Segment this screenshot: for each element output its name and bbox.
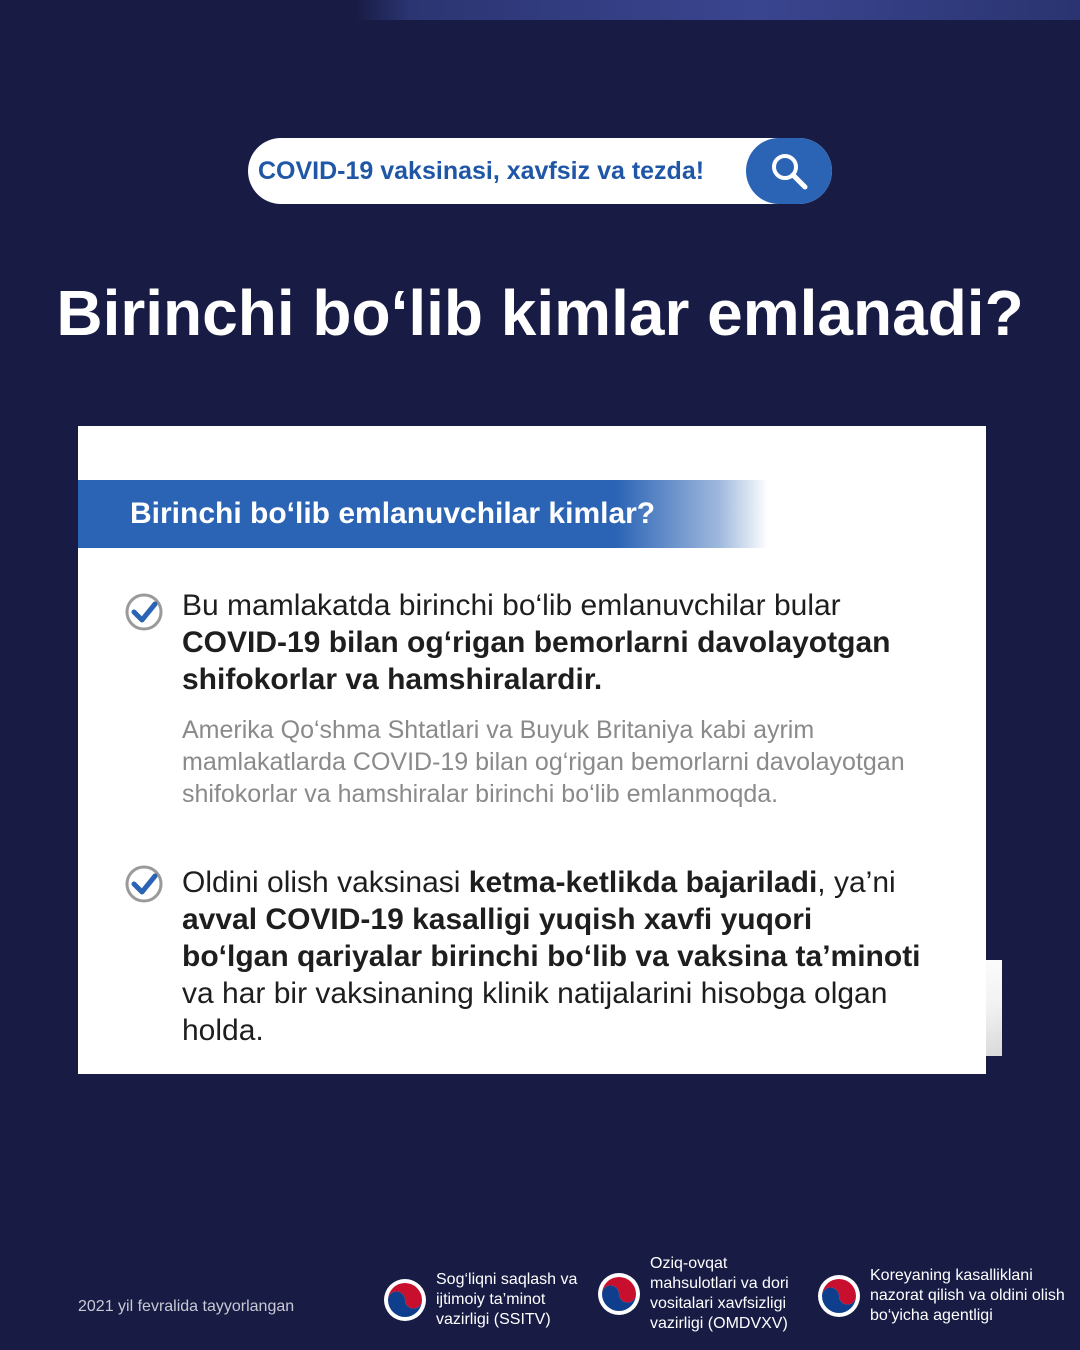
org-kdca bbox=[816, 1266, 1066, 1326]
slogan-text: COVID-19 vaksinasi, xavfsiz va tezda! bbox=[258, 157, 705, 185]
item2-text-2: , ya’ni bbox=[817, 866, 896, 899]
korea-emblem-icon bbox=[382, 1277, 428, 1323]
org-ssitv-name: Sog‘liqni saqlash va ijtimoiy ta’minot vazirligi (SSITV) bbox=[436, 1271, 578, 1328]
top-decor-strip bbox=[0, 0, 1080, 20]
item1-note: Amerika Qo‘shma Shtatlari va Buyuk Britaniya kabi ayrim mamlakatlarda COVID-19 bilan og‘rigan bemorlarni davolayotgan shifokorlar va hamshiralar birinchi bo‘lib emlanmoqda. bbox=[182, 716, 905, 808]
list-item bbox=[182, 864, 922, 1049]
footer-date: 2021 yil fevralida tayyorlangan bbox=[78, 1298, 295, 1315]
item1-bold: COVID-19 bilan og‘rigan bemorlarni davolayotgan shifokorlar va hamshiralardir. bbox=[182, 626, 891, 696]
list-item bbox=[182, 587, 922, 698]
search-icon bbox=[768, 150, 810, 192]
item2-text-3: va har bir vaksinaning klinik natijalarini hisobga olgan holda. bbox=[182, 977, 888, 1047]
card-banner-title: Birinchi bo‘lib emlanuvchilar kimlar? bbox=[130, 497, 656, 530]
korea-emblem-icon bbox=[596, 1271, 642, 1317]
item2-bold-1: ketma-ketlikda bajariladi bbox=[468, 866, 818, 899]
page-title: Birinchi bo‘lib kimlar emlanadi? bbox=[56, 277, 1024, 349]
item1-text: Bu mamlakatda birinchi bo‘lib emlanuvchilar bular bbox=[182, 589, 841, 622]
org-kdca-name: Koreyaning kasalliklani nazorat qilish va oldini olish bo‘yicha agentligi bbox=[870, 1267, 1065, 1324]
org-omdvxv-name: Oziq-ovqat mahsulotlari va dori vositalari xavfsizligi vazirligi (OMDVXV) bbox=[650, 1255, 789, 1332]
card-banner bbox=[78, 480, 768, 548]
item2-text-1: Oldini olish vaksinasi bbox=[182, 866, 469, 899]
slogan-search-bar bbox=[248, 138, 832, 204]
search-button bbox=[746, 138, 832, 204]
check-circle-icon bbox=[124, 592, 164, 632]
korea-emblem-icon bbox=[816, 1273, 862, 1319]
org-ssitv bbox=[382, 1270, 592, 1330]
item2-bold-2: avval COVID-19 kasalligi yuqish xavfi yuqori bo‘lgan qariyalar birinchi bo‘lib va vaksina ta’minoti bbox=[182, 903, 921, 973]
org-omdvxv bbox=[596, 1254, 810, 1334]
check-circle-icon bbox=[124, 864, 164, 904]
